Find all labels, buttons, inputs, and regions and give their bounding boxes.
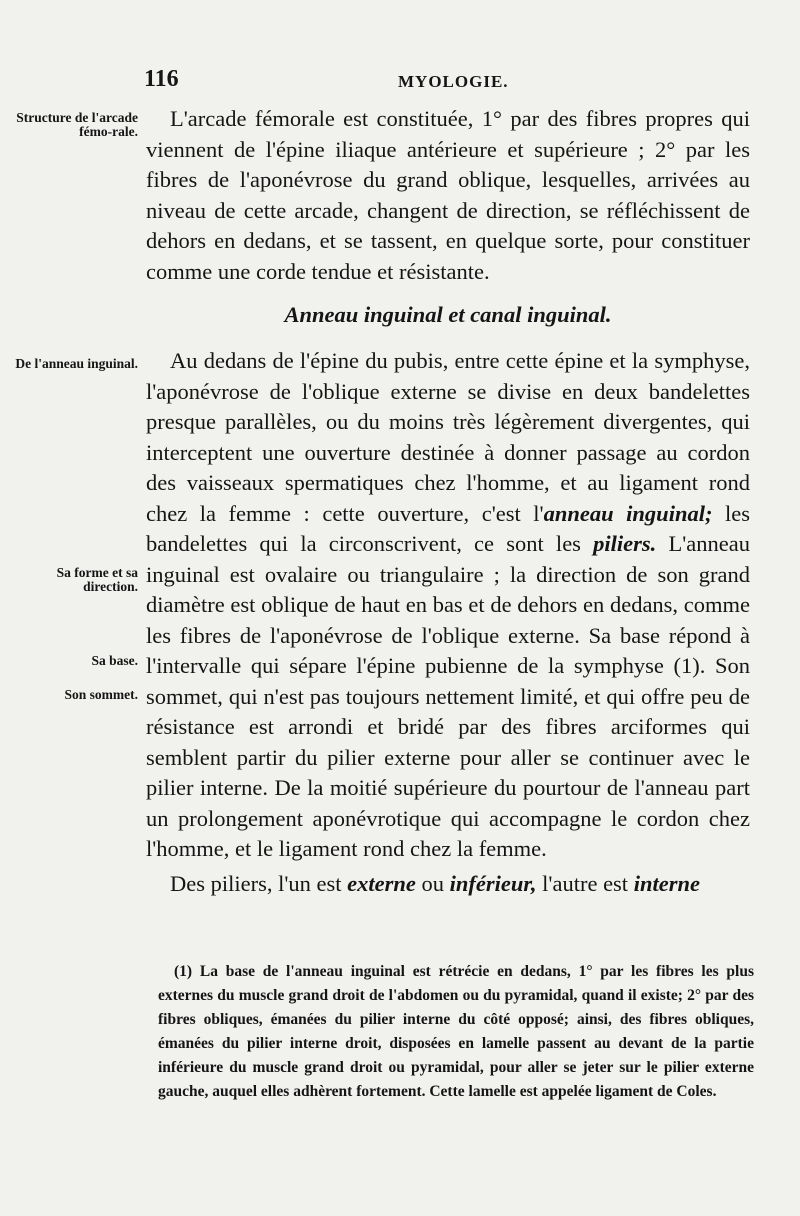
p3-em-interne: interne	[633, 870, 700, 896]
footnote-text: (1) La base de l'anneau inguinal est rétrécie en dedans, 1° par les fibres les plus externes du muscle grand droit de l'abdomen ou du pyramidal, quand il existe; 2° par des fibres obliques, émanées du pilier interne du côté opposé; ainsi, des fibres obliques, émanées du pilier interne droit, disposées en lamelle passent au devant de la partie inférieure du muscle grand droit ou pyramidal, pour aller se jeter sur le pilier externe gauche, auquel elles adhèrent fortement. Cette lamelle est appelée ligament de Coles.	[158, 963, 754, 1100]
running-head: MYOLOGIE.	[398, 72, 509, 91]
margin-note-structure: Structure de l'arcade fémo-rale.	[16, 110, 138, 139]
p3-em-externe: externe	[347, 870, 416, 896]
paragraph-3-text	[146, 869, 750, 900]
p3-part3: l'autre est	[536, 870, 634, 896]
p3-em-inferieur: inférieur,	[449, 870, 537, 896]
p2-part3: L'anneau inguinal est ovalaire ou triangulaire ; la direction de son grand diamètre est oblique de haut en bas et de dehors en dedans, comme les fibres de l'aponévrose de l'oblique externe. Sa base répond à l'intervalle qui sépare l'épine pubienne de la symphyse (1). Son sommet, qui n'est pas toujours nettement limité, et qui offre peu de résistance est arrondi et bridé par des fibres arciformes qui semblent partir du pilier externe pour aller se continuer avec le pilier interne. De la moitié supérieure du pourtour de l'anneau part un prolongement aponévrotique qui accompagne le cordon chez l'homme, et le ligament rond chez la femme.	[146, 531, 750, 861]
footnote	[158, 960, 754, 1104]
paragraph-2-text	[146, 346, 750, 865]
page-header	[140, 66, 760, 102]
p2-part2: les bandelettes qui la circonscrivent, ce sont les	[146, 500, 750, 556]
page-number: 116	[144, 66, 179, 92]
margin-note-sommet: Son sommet.	[64, 687, 138, 702]
p3-part1: Des piliers, l'un est	[170, 870, 348, 896]
margin-note-anneau: De l'anneau inguinal.	[15, 356, 138, 371]
paragraph-1-text: L'arcade fémorale est constituée, 1° par des fibres propres qui viennent de l'épine iliaque antérieure et supérieure ; 2° par les fibres de l'aponévrose du grand oblique, lesquelles, arrivées au niveau de cette arcade, changent de direction, se réfléchissent de dehors en dedans, et se tassent, en quelque sorte, pour constituer comme une corde tendue et résistante.	[146, 106, 750, 284]
margin-note-base: Sa base.	[91, 653, 138, 668]
section-heading: Anneau inguinal et canal inguinal.	[284, 302, 612, 327]
paragraph-arcade	[146, 104, 750, 287]
paragraph-anneau	[146, 346, 750, 899]
p2-em-piliers: piliers.	[593, 531, 657, 556]
p3-part2: ou	[415, 870, 450, 896]
p2-part1: Au dedans de l'épine du pubis, entre cette épine et la symphyse, l'aponévrose de l'oblique externe se divise en deux bandelettes presque parallèles, ou du moins très légèrement divergentes, qui interceptent une ouverture destinée à donner passage au cordon des vaisseaux spermatiques chez l'homme, et au ligament rond chez la femme : cette ouverture, c'est l'	[146, 348, 750, 526]
p2-em-anneau: anneau inguinal;	[543, 500, 713, 526]
margin-note-forme: Sa forme et sa direction.	[56, 565, 138, 594]
